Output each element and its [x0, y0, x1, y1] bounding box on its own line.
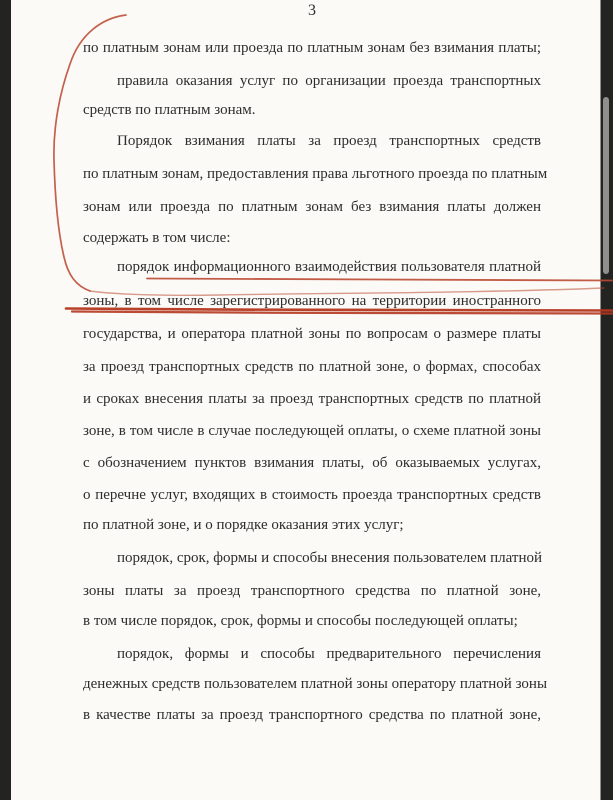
document-line: с обозначением пунктов взимания платы, об оказываемых услугах, [83, 455, 541, 471]
pen-double-underline-bottom [72, 312, 612, 314]
document-line: государства, и оператора платной зоны по вопросам о размере платы [83, 326, 541, 342]
document-line: зоны, в том числе зарегистрированного на территории иностранного [83, 293, 541, 309]
document-line: порядок информационного взаимодействия пользователя платной [117, 259, 541, 275]
document-line: правила оказания услуг по организации проезда транспортных [117, 73, 541, 89]
document-line: по платным зонам или проезда по платным зонам без взимания платы; [83, 40, 541, 56]
document-line: денежных средств пользователем платной зоны оператору платной зоны [83, 676, 548, 692]
document-line: зонам или проезда по платным зонам без взимания платы должен [83, 199, 541, 215]
document-line: зоны платы за проезд транспортного средства по платной зоне, [83, 583, 541, 599]
document-line: зоне, в том числе в случае последующей оплаты, о схеме платной зоны [83, 423, 541, 439]
document-line: в качестве платы за проезд транспортного средства по платной зоне, [83, 707, 541, 723]
document-line: порядок, формы и способы предварительного перечисления [117, 646, 541, 662]
pen-underline [147, 279, 612, 281]
document-line: и сроках внесения платы за проезд транспортных средств по платной [83, 391, 541, 407]
document-line: порядок, срок, формы и способы внесения пользователем платной [117, 550, 543, 566]
scrollbar-thumb[interactable] [603, 97, 609, 274]
document-line: за проезд транспортных средств по платной зоне, о формах, способах [83, 359, 541, 375]
page-number: 3 [308, 2, 316, 19]
document-line: средств по платным зонам. [83, 102, 256, 118]
document-line: по платной зоне, и о порядке оказания этих услуг; [83, 517, 404, 533]
document-line: содержать в том числе: [83, 230, 231, 246]
document-line: по платным зонам, предоставления права льготного проезда по платным [83, 166, 548, 182]
document-line: Порядок взимания платы за проезд транспортных средств [117, 133, 541, 149]
document-line: о перечне услуг, входящих в стоимость проезда транспортных средств [83, 487, 541, 503]
document-line: в том числе порядок, срок, формы и способы последующей оплаты; [83, 613, 518, 629]
photo-crop-edge-left [0, 0, 11, 800]
